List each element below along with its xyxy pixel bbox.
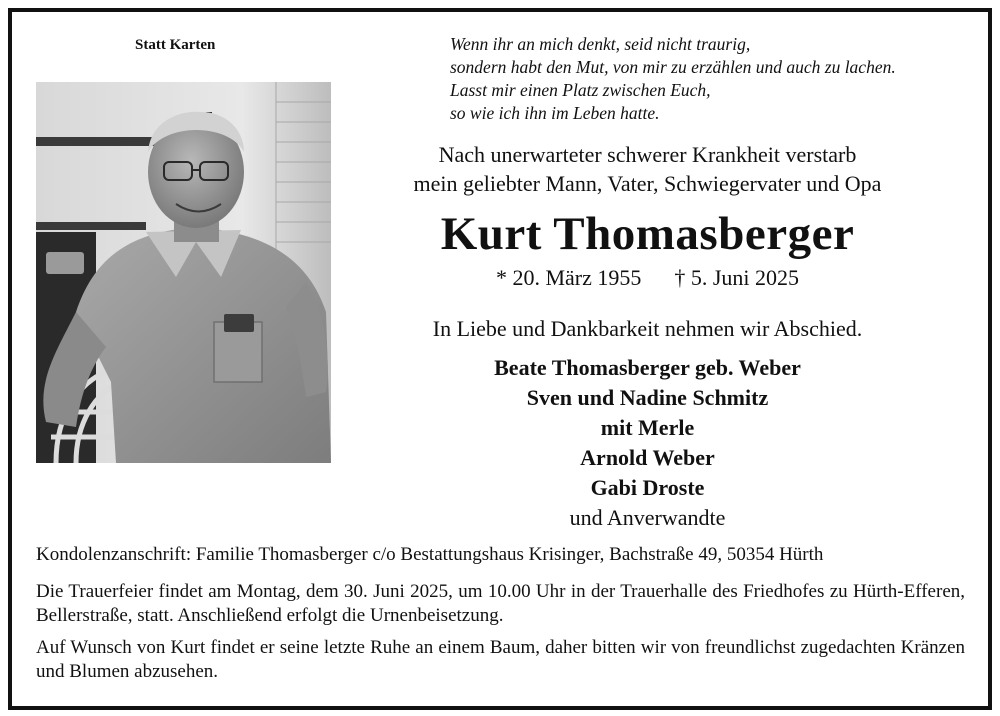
mourner: mit Merle	[600, 415, 695, 440]
announcement-line: mein geliebter Mann, Vater, Schwiegervater und Opa	[413, 171, 882, 196]
farewell-line: In Liebe und Dankbarkeit nehmen wir Abschied.	[432, 316, 863, 341]
mourner: Arnold Weber	[580, 445, 715, 470]
poem-line: so wie ich ihn im Leben hatte.	[450, 103, 660, 123]
poem-line: sondern habt den Mut, von mir zu erzählen und auch zu lachen.	[450, 57, 896, 77]
poem	[450, 33, 896, 125]
announcement	[340, 140, 955, 198]
mourner: Gabi Droste	[590, 475, 705, 500]
mourners-list	[340, 353, 955, 533]
deceased-name: Kurt Thomasberger	[440, 208, 855, 260]
portrait-photo-icon	[36, 82, 331, 463]
condolence-address: Kondolenzanschrift: Familie Thomasberger c/o Bestattungshaus Krisinger, Bachstraße 49, 50354 Hürth	[36, 544, 824, 565]
death-date: † 5. Juni 2025	[674, 265, 800, 290]
mourner: und Anverwandte	[569, 505, 726, 530]
poem-line: Wenn ihr an mich denkt, seid nicht traurig,	[450, 34, 751, 54]
life-dates	[340, 265, 955, 291]
portrait-photo-illustration	[36, 82, 331, 463]
mourner: Beate Thomasberger geb. Weber	[494, 355, 801, 380]
wish-info: Auf Wunsch von Kurt findet er seine letzte Ruhe an einem Baum, daher bitten wir von freundlichst zugedachten Kränzen und Blumen abzusehen.	[36, 637, 965, 682]
mourner: Sven und Nadine Schmitz	[526, 385, 769, 410]
service-info: Die Trauerfeier findet am Montag, dem 30. Juni 2025, um 10.00 Uhr in der Trauerhalle des Friedhofes zu Hürth-Efferen, Bellerstraße, statt. Anschließend erfolgt die Urnenbeisetzung.	[36, 581, 965, 626]
statt-karten-label: Statt Karten	[135, 37, 216, 53]
announcement-line: Nach unerwarteter schwerer Krankheit verstarb	[438, 142, 857, 167]
poem-line: Lasst mir einen Platz zwischen Euch,	[450, 80, 711, 100]
birth-date: * 20. März 1955	[495, 265, 642, 290]
